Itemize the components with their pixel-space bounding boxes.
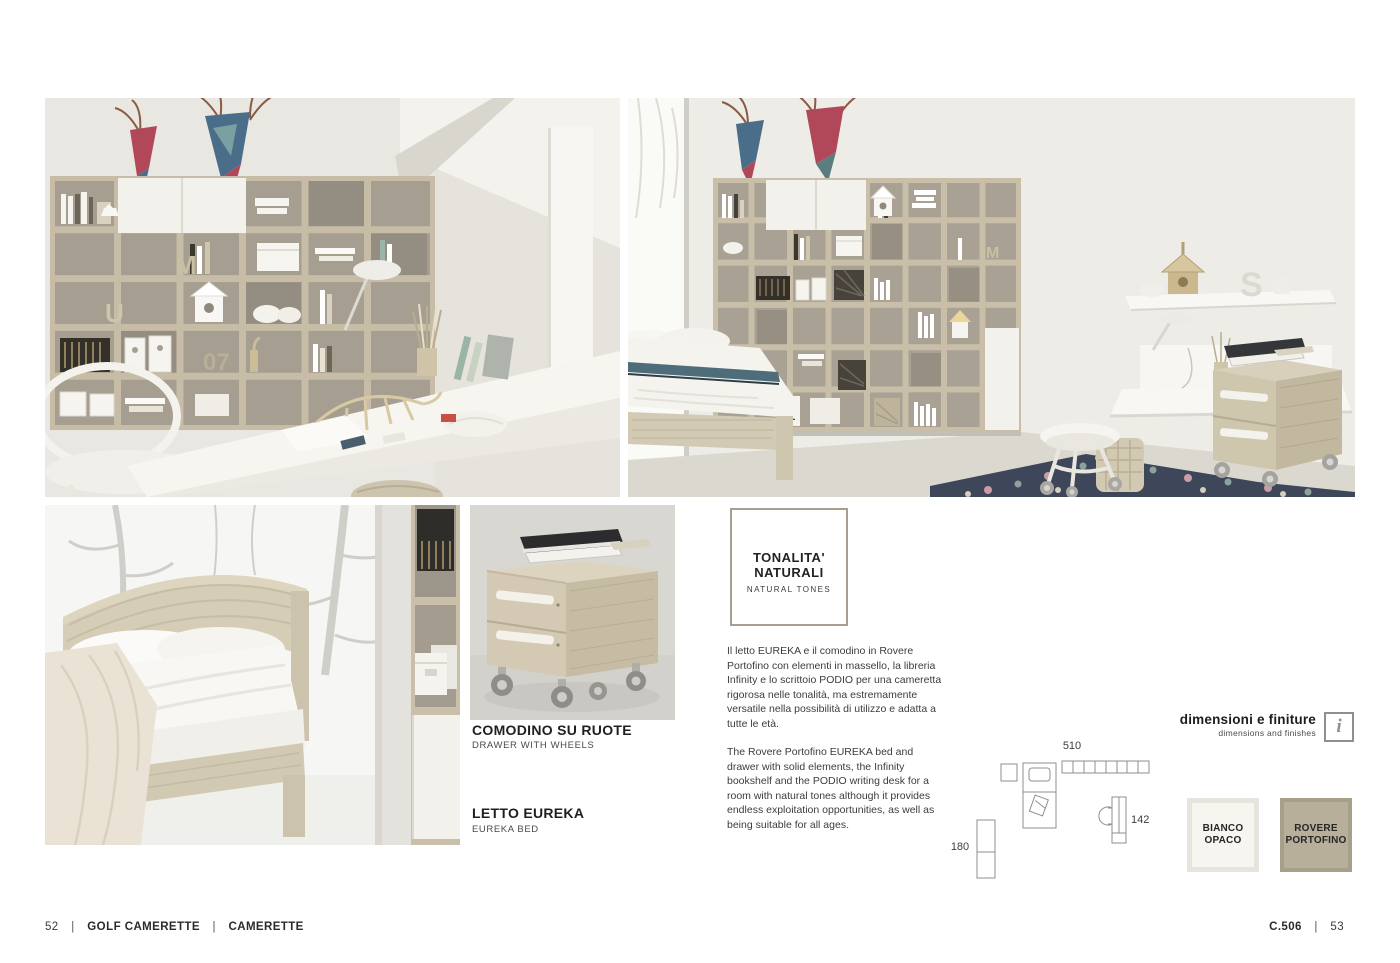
dimensions-subtitle: dimensions and finishes xyxy=(1218,728,1316,738)
brand-collection: CAMERETTE xyxy=(124,921,200,933)
plan-dim-510: 510 xyxy=(1062,740,1082,752)
plan-bed xyxy=(1023,763,1056,828)
footer-right: C.506 | 53 xyxy=(1269,921,1344,933)
page-number-right: 53 xyxy=(1330,921,1344,933)
plan-dim-142: 142 xyxy=(1131,814,1150,826)
wall-strip xyxy=(382,505,411,845)
plan-unit xyxy=(977,820,995,878)
catalog-code: C.506 xyxy=(1269,921,1302,933)
decor-letter-u: U xyxy=(105,298,124,328)
comodino-title: COMODINO SU RUOTE xyxy=(472,722,632,738)
natural-tones-box xyxy=(730,508,848,626)
finish-swatch-bianco-opaco xyxy=(1187,798,1259,872)
plan-chair xyxy=(1099,807,1112,825)
floor-plan-drawing xyxy=(945,735,1160,885)
tones-title: TONALITA' NATURALI xyxy=(752,550,826,580)
plan-dim-180: 180 xyxy=(950,841,970,853)
letto-subtitle: EUREKA BED xyxy=(472,824,539,835)
cabinet-door-right xyxy=(985,328,1019,430)
photo-drawer-unit xyxy=(470,505,675,720)
desk-lamp xyxy=(353,260,401,280)
finish-swatch-rovere-portofino xyxy=(1280,798,1352,872)
finish-label: BIANCO OPACO xyxy=(1202,823,1244,846)
decor-number-07: 07 xyxy=(203,349,230,376)
photo-room-overview xyxy=(628,98,1355,497)
room-scene xyxy=(628,98,1355,497)
footer-left: 52 | GOLF CAMERETTE | CAMERETTE xyxy=(45,921,304,933)
bookshelf xyxy=(50,176,435,430)
decor-letter-m: M xyxy=(986,245,1000,262)
desk-back-panel xyxy=(551,126,593,384)
desk-bookshelf-scene xyxy=(45,98,620,497)
plan-nightstand xyxy=(1001,764,1017,781)
plan-desk xyxy=(1099,797,1126,843)
brand-logo: GOLF xyxy=(87,921,122,933)
bed-leg xyxy=(283,775,305,837)
comodino-subtitle: DRAWER WITH WHEELS xyxy=(472,740,595,751)
page-number-left: 52 xyxy=(45,921,59,933)
cabinet-door xyxy=(413,715,460,839)
info-icon: i xyxy=(1324,712,1354,742)
window-frame xyxy=(375,505,382,845)
letto-title: LETTO EUREKA xyxy=(472,805,585,821)
bookshelf-column xyxy=(411,505,460,845)
drawer-scene xyxy=(470,505,675,720)
photo-bed-detail xyxy=(45,505,460,845)
description-italian: Il letto EUREKA e il comodino in Rovere Portofino con elementi in massello, la libreria Infinity e lo scrittoio PODIO per una cameretta rigorosa nelle tonalità, ma estremamente versatile nella possibilità di utilizzo e adatta a tutte le età. xyxy=(727,645,942,730)
decor-letter-s: S xyxy=(1240,266,1263,304)
finish-label: ROVERE PORTOFINO xyxy=(1285,823,1347,846)
bed-scene xyxy=(45,505,460,845)
floor-plan xyxy=(945,735,1160,885)
section-name: CAMERETTE xyxy=(228,921,304,933)
desk-lamp xyxy=(1159,312,1193,324)
description-english: The Rovere Portofino EUREKA bed and drawer with solid elements, the Infinity bookshelf and the PODIO writing desk for a room with natural tones although it provides endless exploitation opportunities, as well as being suitable for all ages. xyxy=(727,746,935,831)
dimensions-title: dimensioni e finiture xyxy=(1179,712,1316,727)
photo-desk-bookshelf xyxy=(45,98,620,497)
slatted-box xyxy=(756,276,790,300)
tones-subtitle: NATURAL TONES xyxy=(746,585,832,594)
decor-letter-m: M xyxy=(175,250,197,280)
